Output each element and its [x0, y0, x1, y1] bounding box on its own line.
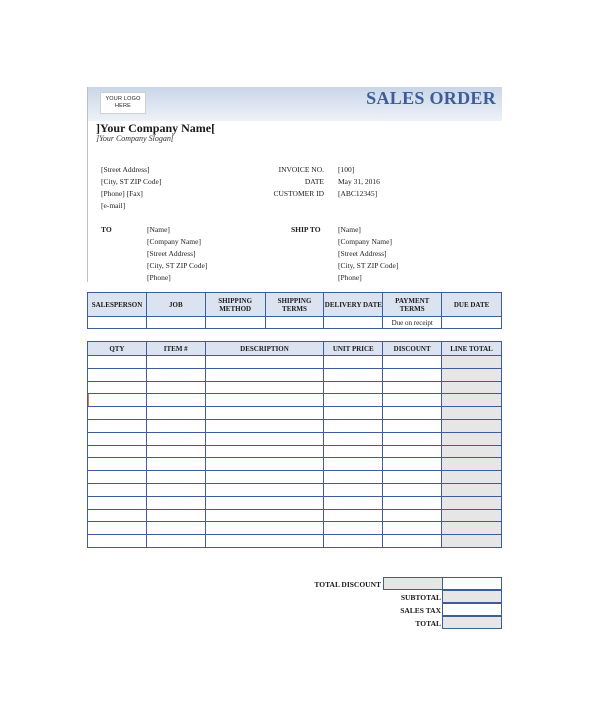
total-value[interactable] [442, 616, 502, 629]
qty-cell[interactable] [88, 381, 147, 394]
qty-cell[interactable] [88, 445, 147, 458]
description-cell[interactable] [205, 509, 324, 522]
company-name[interactable]: ]Your Company Name[ [96, 121, 216, 135]
unit-price-cell[interactable] [324, 458, 383, 471]
line-total-cell[interactable] [442, 432, 502, 445]
qty-cell[interactable] [88, 535, 147, 548]
unit-price-cell[interactable] [324, 483, 383, 496]
line-total-cell[interactable] [442, 407, 502, 420]
qty-cell[interactable] [88, 394, 147, 407]
discount-cell[interactable] [383, 381, 442, 394]
shipping-terms-cell[interactable] [265, 317, 324, 329]
unit-price-cell[interactable] [324, 432, 383, 445]
description-cell[interactable] [205, 522, 324, 535]
unit-price-cell[interactable] [324, 368, 383, 381]
table-row [88, 419, 502, 432]
header-due-date: DUE DATE [442, 293, 502, 317]
table-row [88, 535, 502, 548]
customer-id-label: CUSTOMER ID [273, 189, 324, 198]
date-value[interactable]: May 31, 2016 [338, 177, 380, 186]
discount-cell[interactable] [383, 483, 442, 496]
unit-price-cell[interactable] [324, 419, 383, 432]
discount-cell[interactable] [383, 509, 442, 522]
item-no-cell[interactable] [146, 407, 205, 420]
company-slogan[interactable]: ]Your Company Slogan[ [96, 134, 174, 143]
item-no-cell[interactable] [146, 535, 205, 548]
discount-cell[interactable] [383, 394, 442, 407]
invoice-no-value[interactable]: [100] [338, 165, 355, 174]
table-row [88, 368, 502, 381]
item-no-cell[interactable] [146, 483, 205, 496]
line-total-cell[interactable] [442, 522, 502, 535]
unit-price-cell[interactable] [324, 496, 383, 509]
order-info-table [87, 292, 502, 329]
line-total-cell[interactable] [442, 381, 502, 394]
description-cell[interactable] [205, 445, 324, 458]
header-job: JOB [146, 293, 205, 317]
line-total-cell[interactable] [442, 483, 502, 496]
header-item-no: ITEM # [146, 342, 205, 356]
description-cell[interactable] [205, 432, 324, 445]
logo-line-2: HERE [114, 103, 132, 109]
discount-cell[interactable] [383, 368, 442, 381]
unit-price-cell[interactable] [324, 445, 383, 458]
to-company[interactable]: [Company Name] [147, 237, 201, 246]
unit-price-cell[interactable] [324, 522, 383, 535]
description-cell[interactable] [205, 381, 324, 394]
discount-cell[interactable] [383, 522, 442, 535]
description-cell[interactable] [205, 407, 324, 420]
item-no-cell[interactable] [146, 509, 205, 522]
discount-cell[interactable] [383, 458, 442, 471]
description-cell[interactable] [205, 496, 324, 509]
qty-cell[interactable] [88, 407, 147, 420]
item-no-cell[interactable] [146, 356, 205, 369]
discount-cell[interactable] [383, 535, 442, 548]
qty-cell[interactable] [88, 356, 147, 369]
table-row [88, 445, 502, 458]
item-no-cell[interactable] [146, 419, 205, 432]
qty-cell[interactable] [88, 432, 147, 445]
line-total-cell[interactable] [442, 445, 502, 458]
company-street[interactable]: [Street Address] [101, 165, 150, 174]
ship-to-name[interactable]: [Name] [338, 225, 361, 234]
invoice-no-label: INVOICE NO. [278, 165, 324, 174]
header-discount: DISCOUNT [383, 342, 442, 356]
header-shipping-terms: SHIPPING TERMS [265, 293, 324, 317]
description-cell[interactable] [205, 483, 324, 496]
description-cell[interactable] [205, 368, 324, 381]
description-cell[interactable] [205, 356, 324, 369]
qty-cell[interactable] [88, 483, 147, 496]
header-qty: QTY [88, 342, 147, 356]
sales-tax-value[interactable] [442, 603, 502, 616]
line-total-cell[interactable] [442, 368, 502, 381]
salesperson-cell[interactable] [88, 317, 147, 329]
unit-price-cell[interactable] [324, 407, 383, 420]
description-cell[interactable] [205, 394, 324, 407]
header-shipping-method: SHIPPING METHOD [205, 293, 265, 317]
sales-tax-label: SALES TAX [400, 606, 441, 615]
unit-price-cell[interactable] [324, 356, 383, 369]
line-total-cell[interactable] [442, 394, 502, 407]
line-total-cell[interactable] [442, 509, 502, 522]
item-no-cell[interactable] [146, 496, 205, 509]
qty-cell[interactable] [88, 419, 147, 432]
ship-to-phone[interactable]: [Phone] [338, 273, 362, 282]
to-city[interactable]: [City, ST ZIP Code] [147, 261, 208, 270]
header-line-total: LINE TOTAL [442, 342, 502, 356]
table-row [88, 471, 502, 484]
discount-cell[interactable] [383, 432, 442, 445]
table-row [88, 458, 502, 471]
left-rule [87, 87, 88, 282]
date-label: DATE [304, 177, 324, 186]
subtotal-value[interactable] [442, 590, 502, 603]
payment-terms-cell[interactable]: Due on receipt [383, 317, 442, 329]
description-cell[interactable] [205, 535, 324, 548]
table-row [88, 496, 502, 509]
line-total-cell[interactable] [442, 356, 502, 369]
logo-placeholder[interactable] [100, 92, 146, 114]
ship-to-street[interactable]: [Street Address] [338, 249, 387, 258]
qty-cell[interactable] [88, 471, 147, 484]
table-row [88, 394, 502, 407]
to-phone[interactable]: [Phone] [147, 273, 171, 282]
job-cell[interactable] [146, 317, 205, 329]
table-row [88, 381, 502, 394]
description-cell[interactable] [205, 458, 324, 471]
to-street[interactable]: [Street Address] [147, 249, 196, 258]
description-cell[interactable] [205, 419, 324, 432]
qty-cell[interactable] [88, 522, 147, 535]
logo-line-1: YOUR LOGO [105, 96, 141, 102]
unit-price-cell[interactable] [324, 381, 383, 394]
header-payment-terms: PAYMENT TERMS [383, 293, 442, 317]
item-no-cell[interactable] [146, 381, 205, 394]
table-row [88, 522, 502, 535]
delivery-date-cell[interactable] [324, 317, 383, 329]
line-total-cell[interactable] [442, 419, 502, 432]
discount-cell[interactable] [383, 419, 442, 432]
table-row [88, 407, 502, 420]
line-items-table [87, 341, 502, 548]
item-no-cell[interactable] [146, 445, 205, 458]
qty-cell[interactable] [88, 368, 147, 381]
header-unit-price: UNIT PRICE [324, 342, 383, 356]
ship-to-company[interactable]: [Company Name] [338, 237, 392, 246]
item-no-cell[interactable] [146, 394, 205, 407]
ship-to-label: SHIP TO [291, 225, 321, 234]
company-phone-fax[interactable]: [Phone] [Fax] [101, 189, 143, 198]
qty-cell[interactable] [88, 458, 147, 471]
total-discount-blank [442, 577, 502, 590]
table-row [88, 432, 502, 445]
line-total-cell[interactable] [442, 535, 502, 548]
qty-cell[interactable] [88, 509, 147, 522]
header-salesperson: SALESPERSON [88, 293, 147, 317]
unit-price-cell[interactable] [324, 535, 383, 548]
unit-price-cell[interactable] [324, 509, 383, 522]
total-label: TOTAL [415, 619, 441, 628]
unit-price-cell[interactable] [324, 394, 383, 407]
ship-to-city[interactable]: [City, ST ZIP Code] [338, 261, 399, 270]
item-no-cell[interactable] [146, 522, 205, 535]
shipping-method-cell[interactable] [205, 317, 265, 329]
discount-cell[interactable] [383, 407, 442, 420]
document-title: SALES ORDER [366, 88, 496, 108]
discount-cell[interactable] [383, 496, 442, 509]
unit-price-cell[interactable] [324, 471, 383, 484]
to-name[interactable]: [Name] [147, 225, 170, 234]
discount-cell[interactable] [383, 356, 442, 369]
line-total-cell[interactable] [442, 496, 502, 509]
table-row [88, 509, 502, 522]
total-discount-value[interactable] [383, 577, 443, 590]
table-row [88, 356, 502, 369]
line-total-cell[interactable] [442, 458, 502, 471]
description-cell[interactable] [205, 471, 324, 484]
to-label: TO [101, 225, 112, 234]
discount-cell[interactable] [383, 471, 442, 484]
company-city[interactable]: [City, ST ZIP Code] [101, 177, 162, 186]
company-email[interactable]: [e-mail] [101, 201, 126, 210]
total-discount-label: TOTAL DISCOUNT [314, 580, 381, 589]
item-no-cell[interactable] [146, 432, 205, 445]
item-no-cell[interactable] [146, 368, 205, 381]
line-total-cell[interactable] [442, 471, 502, 484]
header-description: DESCRIPTION [205, 342, 324, 356]
item-no-cell[interactable] [146, 471, 205, 484]
discount-cell[interactable] [383, 445, 442, 458]
header-delivery-date: DELIVERY DATE [324, 293, 383, 317]
subtotal-label: SUBTOTAL [400, 593, 441, 602]
qty-cell[interactable] [88, 496, 147, 509]
table-row [88, 483, 502, 496]
due-date-cell[interactable] [442, 317, 502, 329]
item-no-cell[interactable] [146, 458, 205, 471]
customer-id-value[interactable]: [ABC12345] [338, 189, 378, 198]
